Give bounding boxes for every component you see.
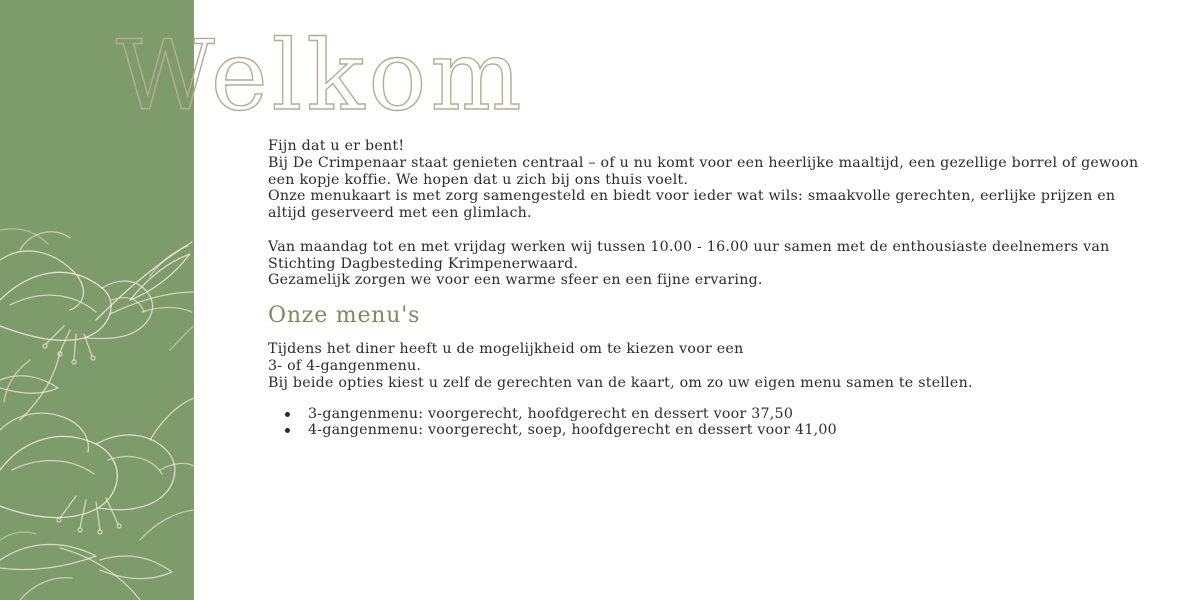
menu-card-paragraph: Onze menukaart is met zorg samengesteld en biedt voor ieder wat wils: smaakvolle gerechten, eerlijke prijzen en altijd geserveerd met een glimlach. <box>268 188 1116 222</box>
intro-paragraph: Bij De Crimpenaar staat genieten centraal – of u nu komt voor een heerlijke maaltijd, een gezellige borrel of gewoon een kopje koffie. We hopen dat u zich bij ons thuis voelt. <box>268 154 1139 188</box>
menu-options-list <box>268 406 1148 440</box>
page-title: Welkom <box>116 20 526 132</box>
menus-heading: Onze menu's <box>268 303 421 329</box>
intro-greeting: Fijn dat u er bent! <box>268 138 405 154</box>
dinner-intro-line: Tijdens het diner heeft u de mogelijkheid om te kiezen voor een <box>268 341 744 358</box>
dinner-course-line: 3- of 4-gangenmenu. <box>268 357 422 374</box>
bullet-icon <box>285 412 290 417</box>
atmosphere-paragraph: Gezamelijk zorgen we voor een warme sfeer en een fijne ervaring. <box>268 272 763 289</box>
main-content <box>268 138 1148 439</box>
menu-option-four-course: 4-gangenmenu: voorgerecht, soep, hoofdgerecht en dessert voor 41,00 <box>308 422 837 439</box>
opening-hours-paragraph: Van maandag tot en met vrijdag werken wij tussen 10.00 - 16.00 uur samen met de enthousiaste deelnemers van Stichting Dagbesteding Krimpenerwaard. <box>268 238 1110 272</box>
spacer <box>268 222 1148 239</box>
list-item <box>268 406 1148 423</box>
dinner-choice-paragraph: Bij beide opties kiest u zelf de gerechten van de kaart, om zo uw eigen menu samen te stellen. <box>268 374 973 391</box>
list-item <box>268 422 1148 439</box>
menu-option-three-course: 3-gangenmenu: voorgerecht, hoofdgerecht en dessert voor 37,50 <box>308 405 794 422</box>
bullet-icon <box>285 428 290 433</box>
